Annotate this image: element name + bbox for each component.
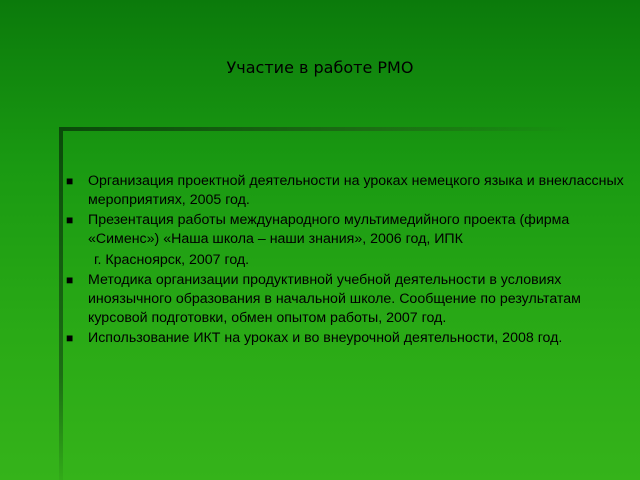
bullet-icon: ■ bbox=[66, 174, 74, 188]
list-item bbox=[66, 329, 638, 348]
decorative-top-bar bbox=[60, 127, 572, 131]
decorative-left-bar bbox=[59, 127, 63, 480]
list-item-text: Использование ИКТ на уроках и во внеурочной деятельности, 2008 год. bbox=[88, 330, 563, 346]
list-item-text: Презентация работы международного мультимедийного проекта (фирма «Сименс») «Наша школа – наши знания», 2006 год, ИПК bbox=[88, 212, 570, 247]
list-item bbox=[66, 172, 638, 210]
slide-title: Участие в работе РМО bbox=[226, 58, 414, 77]
list-item bbox=[66, 211, 638, 249]
bullet-icon: ■ bbox=[66, 331, 74, 345]
bullet-icon: ■ bbox=[66, 273, 74, 287]
list-item-text: Организация проектной деятельности на уроках немецкого языка и внеклассных мероприятиях, 2005 год. bbox=[88, 173, 624, 208]
bullet-list bbox=[66, 172, 638, 349]
list-item-text: г. Красноярск, 2007 год. bbox=[94, 252, 250, 268]
list-item-text: Методика организации продуктивной учебной деятельности в условиях иноязычного образования в начальной школе. Сообщение по результатам курсовой подготовки, обмен опытом работы, 2007 год. bbox=[88, 272, 581, 326]
list-item bbox=[66, 271, 638, 328]
bullet-icon: ■ bbox=[66, 213, 74, 227]
list-item-continuation bbox=[66, 251, 638, 270]
